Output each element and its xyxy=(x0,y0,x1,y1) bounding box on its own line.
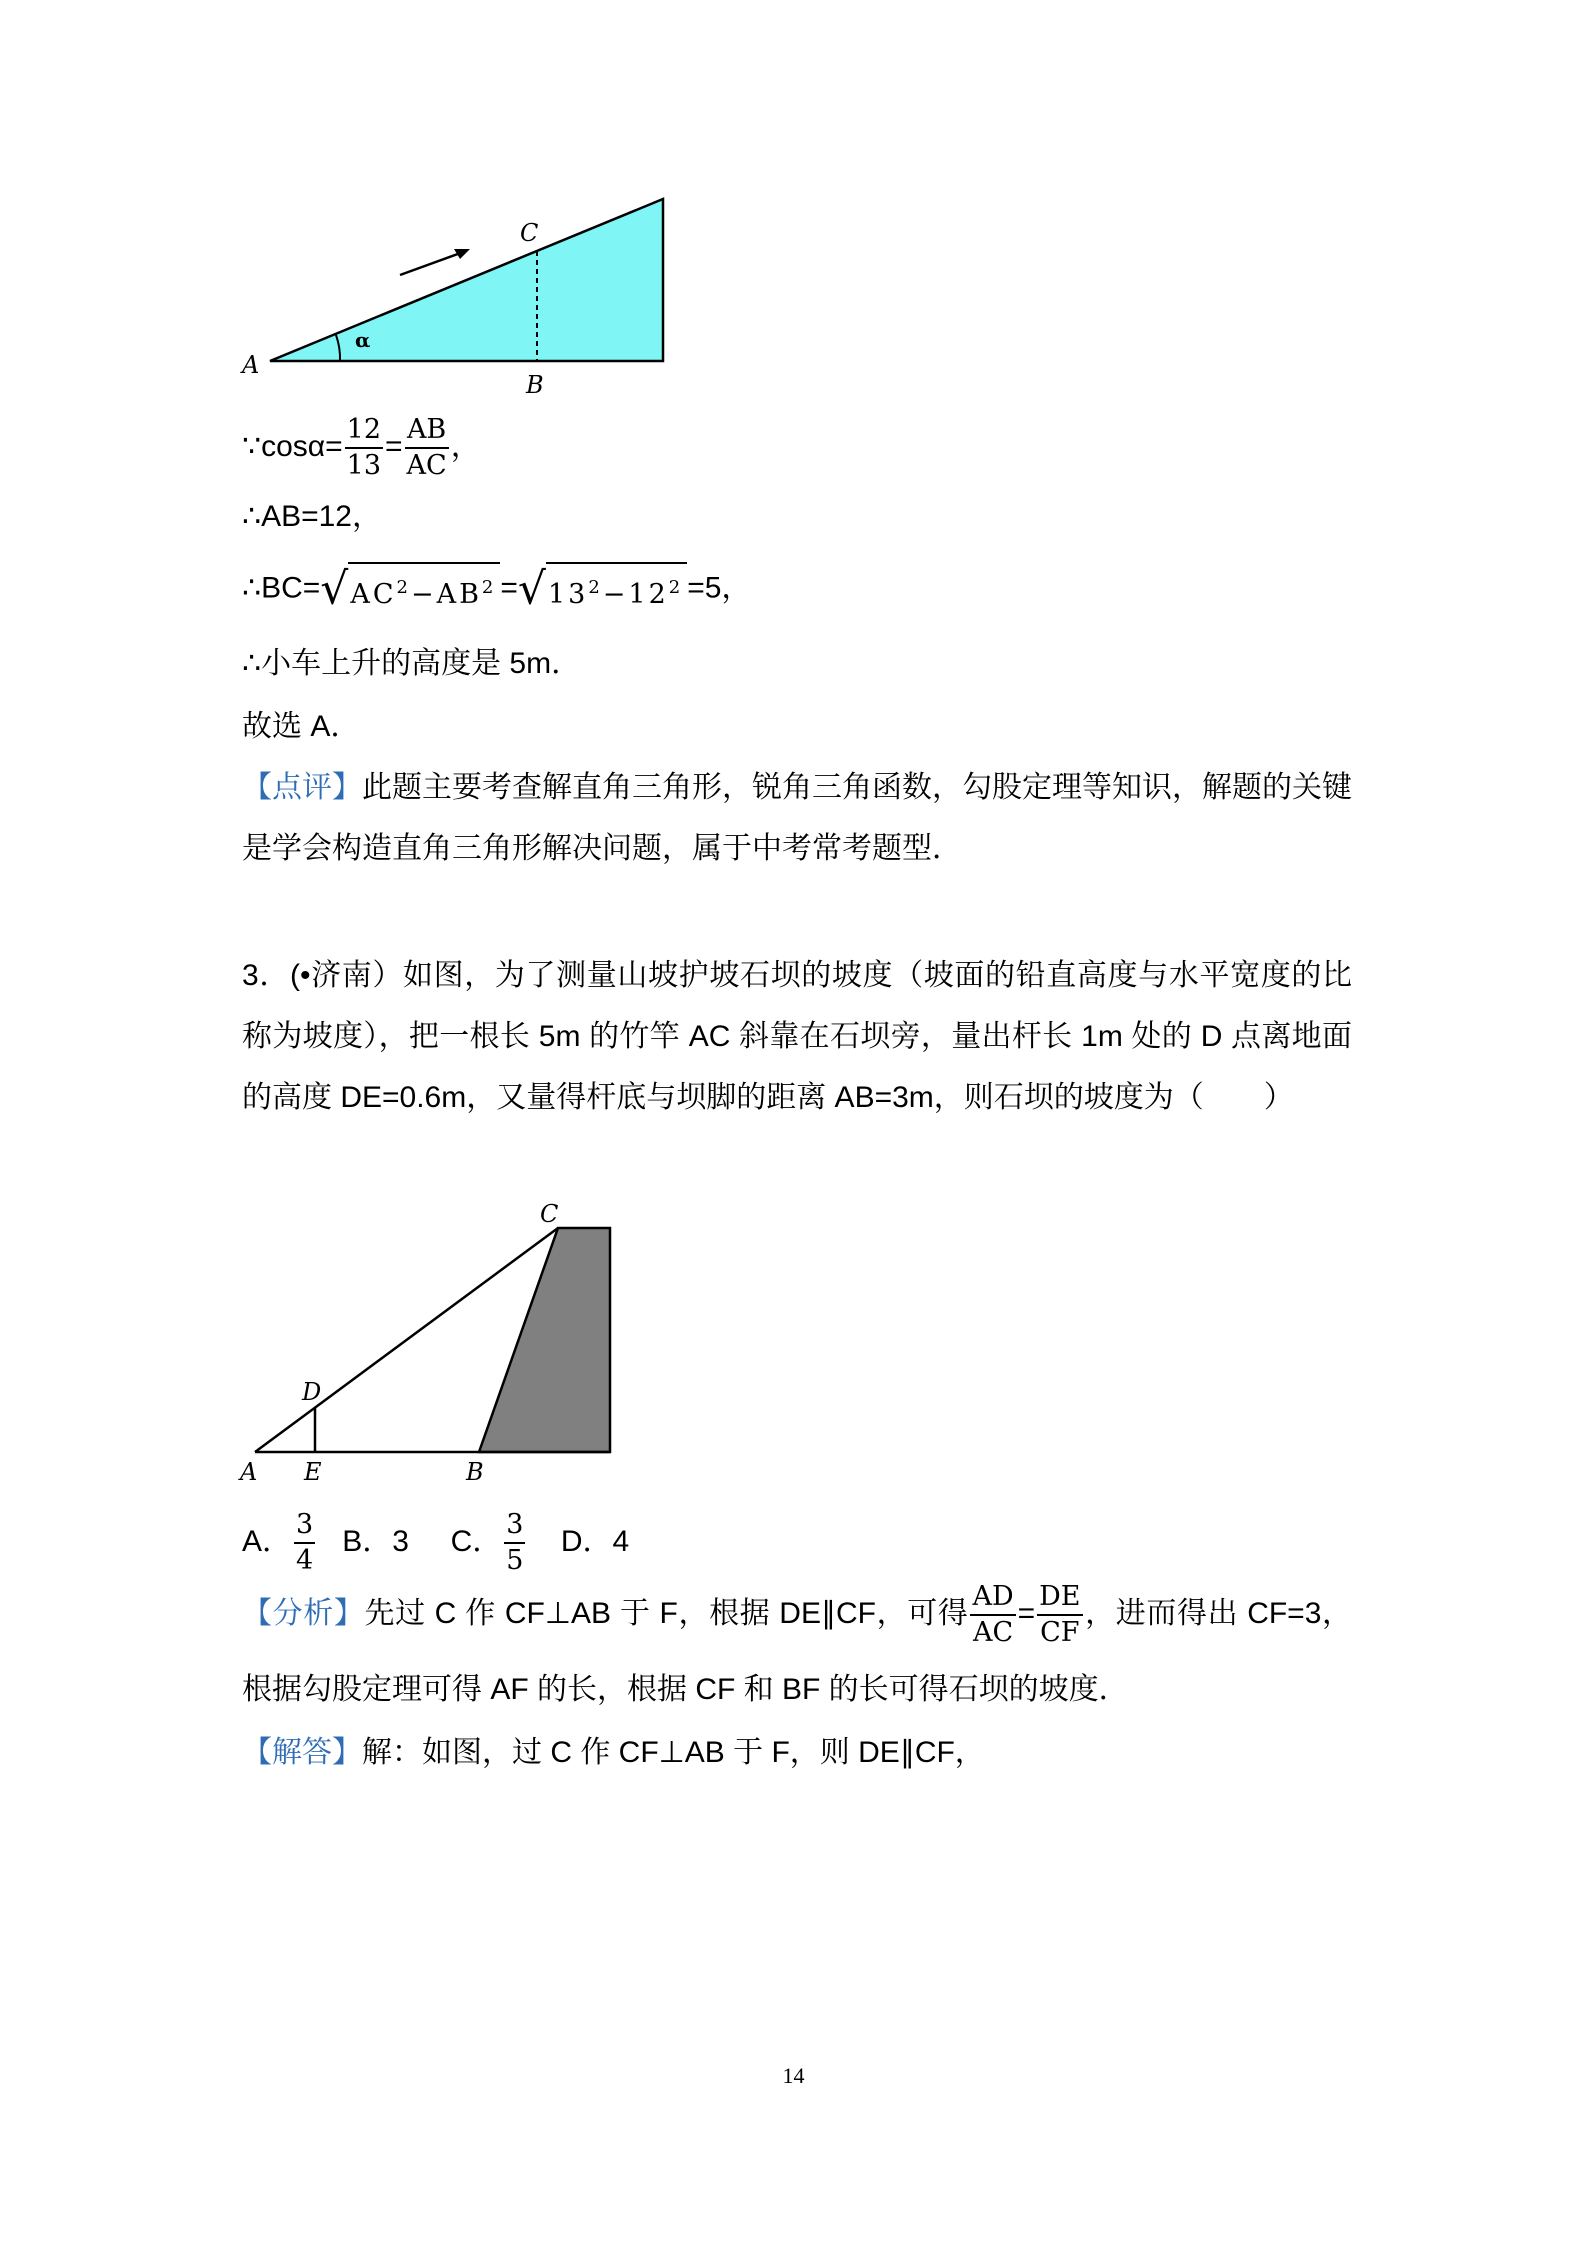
sqrt-13-12: $√13^2-12^2$ xyxy=(518,562,687,617)
comment-paragraph: 【点评】此题主要考查解直角三角形，锐角三角函数，勾股定理等知识，解题的关键是学会构造直角三角形解决问题，属于中考常考题型． xyxy=(242,771,1352,865)
fraction-12-13: $\frac{12}{13}$ xyxy=(346,414,381,481)
slope-fill xyxy=(270,199,663,361)
option-a-fraction: $\frac{3}{4}$ xyxy=(296,1509,314,1576)
analysis-paragraph: 【分析】先过 C 作 CF⊥AB 于 F，根据 DE∥CF，可得 $\frac{AD}{AC}$ = $\frac{DE}{CF}$ ，进而得出 CF=3，根据勾股定理可得 AF 的长，根据 CF 和 BF 的长可得石坝的坡度． xyxy=(242,1581,1353,1706)
answer-options: A． $\frac{3}{4}$ B．3 C． $\frac{3}{5}$ D．4 xyxy=(242,1509,630,1576)
step-cos: ∵cosα= $\frac{12}{13}$ = $\frac{AB}{AC}$ ， xyxy=(242,414,481,481)
label-c: C xyxy=(520,219,539,247)
fraction-ad-ac: $\frac{AD}{AC}$ xyxy=(972,1581,1014,1649)
sqrt-ac-ab: $√AC^2-AB^2$ xyxy=(320,562,500,617)
step-bc: $\therefore BC=√AC^2-AB^2 =√13^2-12^2 =5$， xyxy=(242,562,751,617)
fraction-ab-ac: $\frac{AB}{AC}$ xyxy=(406,414,447,481)
analysis-tag: 【分析】 xyxy=(242,1597,365,1630)
step-height: ∴小车上升的高度是 5m． xyxy=(242,647,582,680)
step-answer: 故选 A． xyxy=(242,710,361,743)
label-d: D xyxy=(302,1378,322,1406)
option-c-fraction: $\frac{3}{5}$ xyxy=(506,1509,524,1576)
label-alpha: α xyxy=(355,328,371,352)
figure-dam xyxy=(230,1190,630,1490)
direction-arrow-shaft xyxy=(400,251,466,275)
label-b: B xyxy=(466,1458,484,1486)
step-ab: ∴AB=12， xyxy=(242,500,382,533)
solution-line: 【解答】解：如图，过 C 作 CF⊥AB 于 F，则 DE∥CF， xyxy=(242,1736,985,1769)
label-b: B xyxy=(526,371,544,399)
comment-tag: 【点评】 xyxy=(242,771,362,804)
solution-tag: 【解答】 xyxy=(242,1736,362,1769)
label-a: A xyxy=(242,351,260,379)
label-e: E xyxy=(304,1458,322,1486)
question-3: 3．(•济南）如图，为了测量山坡护坡石坝的坡度（坡面的铅直高度与水平宽度的比称为坡度），把一根长 5m 的竹竿 AC 斜靠在石坝旁，量出杆长 1m 处的 D 点离地面的高度 DE=0.6m，又量得杆底与坝脚的距离 AB=3m，则石坝的坡度为（ ） xyxy=(242,959,1352,1114)
dam-fill xyxy=(479,1228,610,1452)
figure-slope-triangle xyxy=(230,185,690,405)
fraction-de-cf: $\frac{DE}{CF}$ xyxy=(1039,1581,1081,1649)
page-number: 14 xyxy=(782,2063,805,2088)
label-a: A xyxy=(240,1458,258,1486)
label-c: C xyxy=(540,1200,559,1228)
